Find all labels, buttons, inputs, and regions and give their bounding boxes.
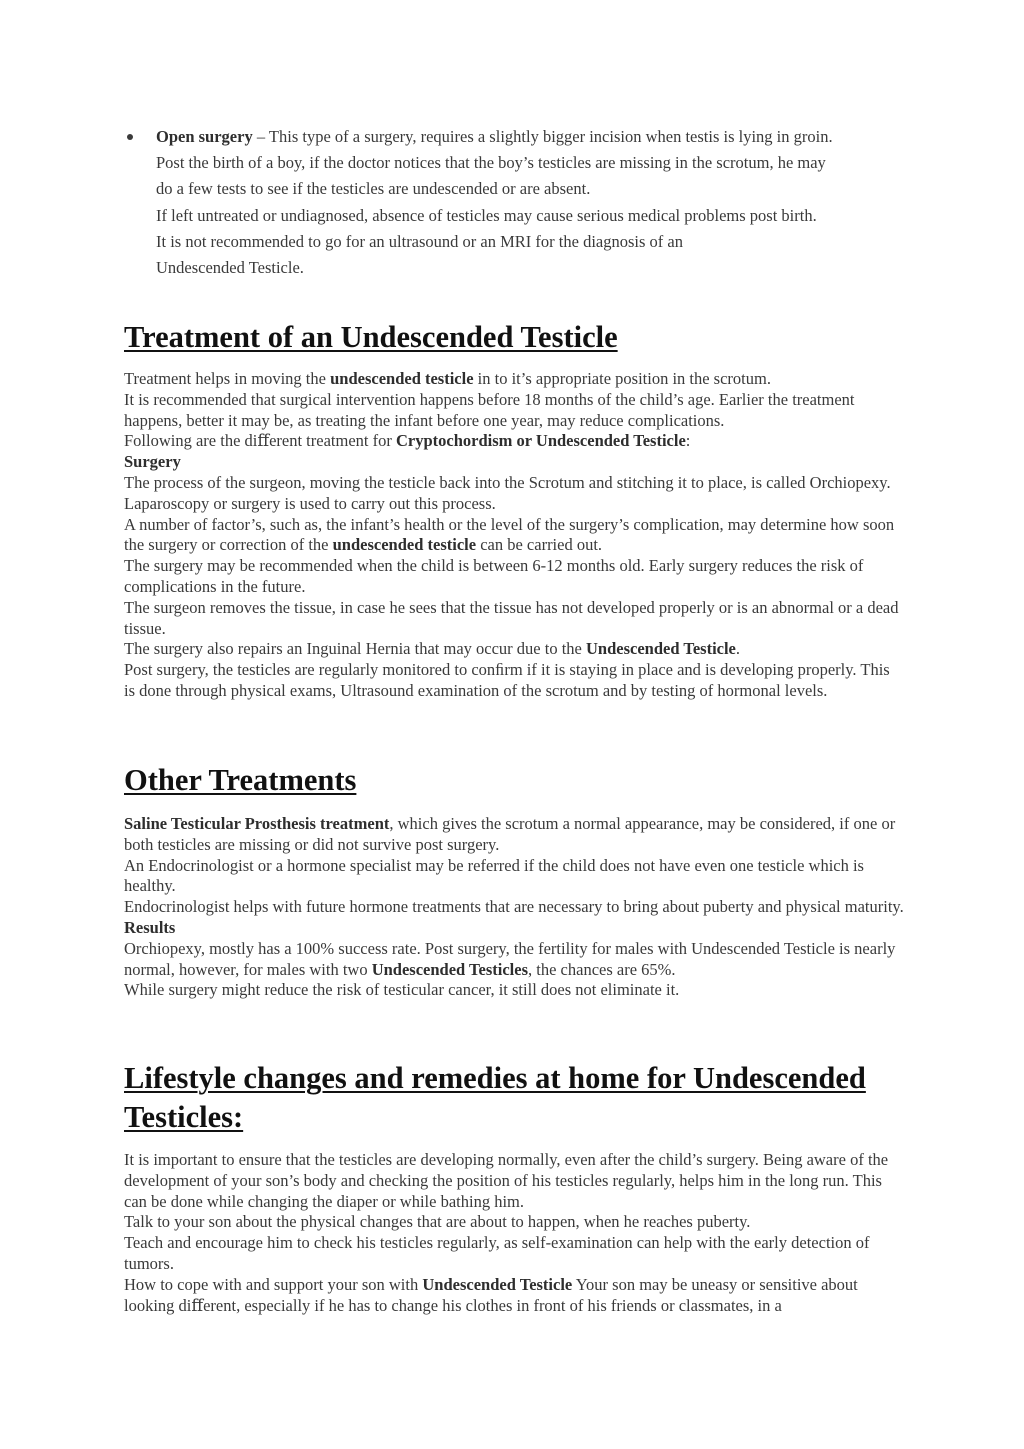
bullet-icon	[127, 134, 133, 140]
bullet-text	[156, 124, 914, 281]
text-run: How to cope with and support your son with	[124, 1274, 423, 1294]
text-run: The surgery also repairs an Inguinal Hernia that may occur due to the	[124, 639, 586, 659]
bold-term: Cryptochordism or Undescended Testicle	[395, 431, 686, 451]
surgery-subheading: Surgery	[124, 452, 181, 472]
text-run: Following are the diﬀerent treatment for	[124, 431, 396, 451]
paragraph	[124, 1275, 904, 1317]
paragraph	[124, 431, 904, 452]
lifestyle-section	[124, 1150, 904, 1316]
paragraph	[124, 939, 904, 981]
paragraph: It is recommended that surgical intervention happens before 18 months of the child’s age. Earlier the treatment happens, better it may be, as treating the infant before one year, may reduce complications.	[124, 389, 855, 430]
bullet-list-item	[124, 124, 914, 281]
bullet-line: Post the birth of a boy, if the doctor notices that the boy’s testicles are missing in the scrotum, he may	[156, 153, 826, 173]
bullet-line-text: – This type of a surgery, requires a slightly bigger incision when testis is lying in groin.	[252, 127, 833, 146]
bullet-line: If left untreated or undiagnosed, absence of testicles may cause serious medical problems post birth.	[156, 205, 817, 225]
results-subheading: Results	[124, 917, 176, 937]
text-run: A number of factor’s, such as, the infant’s health or the level of the surgery’s complication, may determine how soon the surgery or correction of the	[124, 514, 895, 555]
paragraph: Post surgery, the testicles are regularly monitored to conﬁrm if it is staying in place and is developing properly. This is done through physical exams, Ultrasound examination of the scrotum and by testing of hormonal levels.	[124, 660, 890, 700]
bold-term: Saline Testicular Prosthesis treatment	[124, 814, 390, 833]
bullet-term: Open surgery	[156, 127, 253, 146]
paragraph: The process of the surgeon, moving the testicle back into the Scrotum and stitching it to place, is called Orchiopexy. Laparoscopy or surgery is used to carry out this process.	[124, 472, 891, 513]
text-run: , the chances are 65%.	[528, 959, 676, 979]
paragraph: While surgery might reduce the risk of testicular cancer, it still does not eliminate it.	[124, 980, 680, 1000]
text-run: Your son may be uneasy or sensitive about looking diﬀerent, especially if he has to change his clothes in front of his friends or classmates, in a	[124, 1274, 858, 1315]
paragraph: Talk to your son about the physical changes that are about to happen, when he reaches puberty.	[124, 1212, 751, 1232]
text-run: .	[735, 639, 741, 659]
bullet-line: It is not recommended to go for an ultrasound or an MRI for the diagnosis of an	[156, 231, 683, 251]
other-treatments-heading: Other Treatments	[124, 763, 357, 797]
bold-term: Undescended Testicle	[586, 639, 736, 659]
text-run: :	[685, 431, 691, 451]
paragraph	[124, 369, 904, 390]
paragraph: The surgeon removes the tissue, in case he sees that the tissue has not developed properly or is an abnormal or a dead tissue.	[124, 597, 899, 638]
paragraph	[124, 814, 904, 856]
lifestyle-heading: Lifestyle changes and remedies at home for Undescended Testicles:	[124, 1061, 866, 1134]
text-run: Treatment helps in moving the	[124, 369, 331, 388]
paragraph	[124, 515, 904, 557]
text-run: , which gives the scrotum a normal appearance, may be considered, if one or both testicles are missing or did not survive post surgery.	[124, 814, 896, 854]
treatment-heading: Treatment of an Undescended Testicle	[124, 320, 618, 354]
other-treatments-section	[124, 814, 904, 1001]
treatment-section	[124, 369, 904, 702]
paragraph: The surgery may be recommended when the child is between 6-12 months old. Early surgery reduces the risk of complications in the future.	[124, 556, 864, 596]
paragraph: Teach and encourage him to check his testicles regularly, as self-examination can help with the early detection of tumors.	[124, 1233, 870, 1273]
text-run: in to it’s appropriate position in the scrotum.	[473, 369, 771, 388]
bold-term: Undescended Testicle	[422, 1274, 573, 1294]
paragraph: An Endocrinologist or a hormone specialist may be referred if the child does not have even one testicle which is healthy.	[124, 855, 864, 896]
paragraph	[124, 639, 904, 660]
text-run: Orchiopexy, mostly has a 100% success rate. Post surgery, the fertility for males with Undescended Testicle is nearly normal, however, for males with two	[124, 938, 896, 979]
paragraph: It is important to ensure that the testicles are developing normally, even after the child’s surgery. Being aware of the development of your son’s body and checking the position of his testicles regularly, helps him in the long run. This can be done while changing the diaper or while bathing him.	[124, 1150, 889, 1211]
paragraph: Endocrinologist helps with future hormone treatments that are necessary to bring about puberty and physical maturity.	[124, 897, 904, 917]
bold-term: Undescended Testicles	[371, 959, 529, 979]
text-run: can be carried out.	[476, 535, 603, 555]
bold-term: undescended testicle	[330, 369, 474, 388]
bullet-line	[156, 124, 914, 150]
bullet-line: do a few tests to see if the testicles are undescended or are absent.	[156, 179, 591, 199]
bullet-line: Undescended Testicle.	[156, 258, 304, 278]
bold-term: undescended testicle	[332, 535, 477, 555]
